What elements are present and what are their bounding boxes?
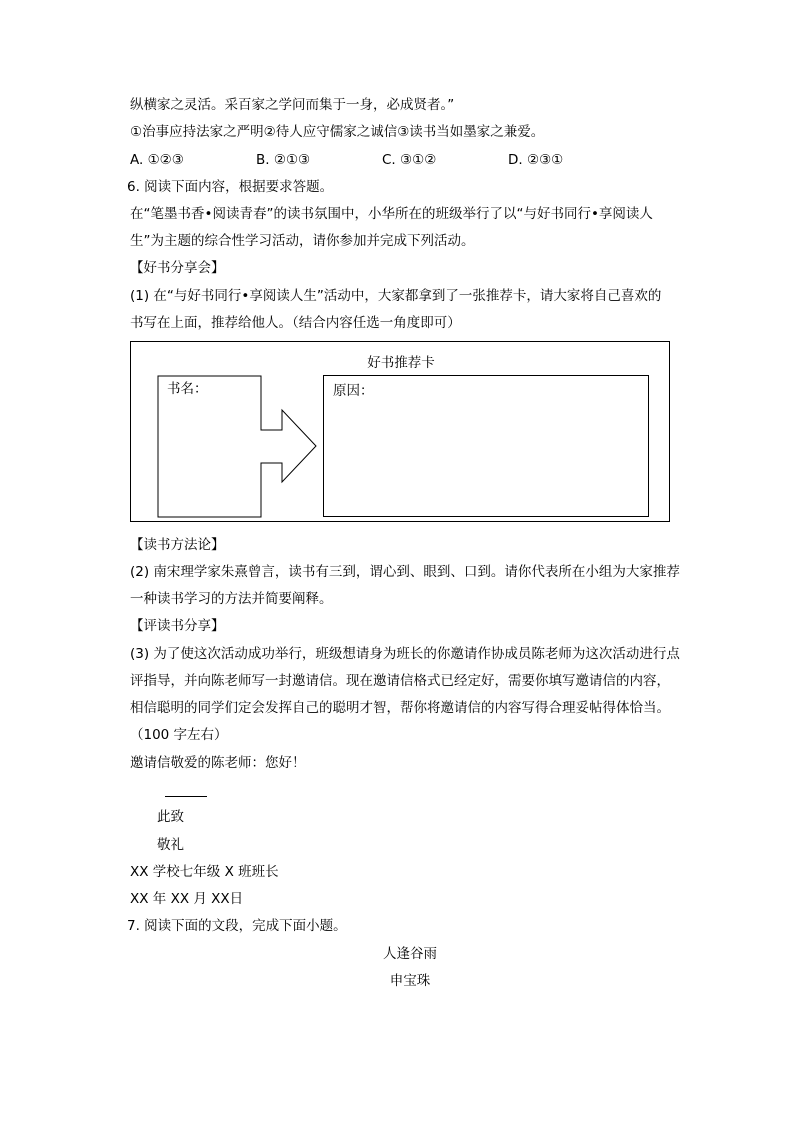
task-3-line-3: 相信聪明的同学们定会发挥自己的聪明才智，帮你将邀请信的内容写得合理妥帖得体恰当。 — [130, 700, 670, 716]
section-comment-sharing: 【评读书分享】 — [130, 618, 225, 634]
option-c: C. ③①② — [382, 152, 437, 168]
task-3-line-4: （100 字左右） — [130, 727, 228, 743]
recommendation-card — [130, 341, 670, 522]
statements-line: ①治事应持法家之严明②待人应守儒家之诚信③读书当如墨家之兼爱。 — [130, 124, 545, 140]
reason-label: 原因： — [333, 383, 374, 399]
letter-date: XX 年 XX 月 XX日 — [130, 891, 244, 907]
option-b: B. ②①③ — [256, 152, 311, 168]
question-7-heading: 7. 阅读下面的文段，完成下面小题。 — [127, 918, 347, 934]
article-title: 人逢谷雨 — [383, 946, 437, 962]
intro-line-2: 生”为主题的综合性学习活动，请你参加并完成下列活动。 — [130, 233, 475, 249]
letter-closing-1: 此致 — [157, 809, 184, 825]
task-1-line-1: (1) 在“与好书同行•享阅读人生”活动中，大家都拿到了一张推荐卡，请大家将自己喜欢的 — [130, 288, 662, 304]
task-3-line-2: 评指导，并向陈老师写一封邀请信。现在邀请信格式已经定好，需要你填写邀请信的内容， — [130, 673, 670, 689]
section-reading-method: 【读书方法论】 — [130, 537, 225, 553]
letter-blank-line — [165, 796, 207, 797]
reason-box — [323, 375, 649, 517]
letter-closing-2: 敬礼 — [157, 837, 184, 853]
task-2-line-1: (2) 南宋理学家朱熹曾言，读书有三到，谓心到、眼到、口到。请你代表所在小组为大家推荐 — [130, 564, 680, 580]
option-d: D. ②③① — [508, 152, 564, 168]
option-a: A. ①②③ — [130, 152, 184, 168]
task-2-line-2: 一种读书学习的方法并简要阐释。 — [130, 591, 333, 607]
card-title: 好书推荐卡 — [367, 355, 435, 371]
task-3-line-1: (3) 为了使这次活动成功举行，班级想请身为班长的你邀请作协成员陈老师为这次活动进行点 — [130, 646, 680, 662]
book-name-label: 书名： — [167, 381, 208, 397]
section-book-sharing: 【好书分享会】 — [130, 260, 225, 276]
question-6-heading: 6. 阅读下面内容，根据要求答题。 — [127, 179, 334, 195]
letter-opening: 邀请信敬爱的陈老师：您好！ — [130, 755, 306, 771]
intro-line-1: 在“笔墨书香•阅读青春”的读书氛围中，小华所在的班级举行了以“与好书同行•享阅读人 — [130, 206, 653, 222]
article-author: 申宝珠 — [389, 973, 431, 989]
letter-signature: XX 学校七年级 X 班班长 — [130, 864, 279, 880]
task-1-line-2: 书写在上面，推荐给他人。（结合内容任选一角度即可） — [130, 315, 461, 331]
passage-line: 纵横家之灵活。采百家之学问而集于一身，必成贤者。” — [130, 97, 455, 113]
